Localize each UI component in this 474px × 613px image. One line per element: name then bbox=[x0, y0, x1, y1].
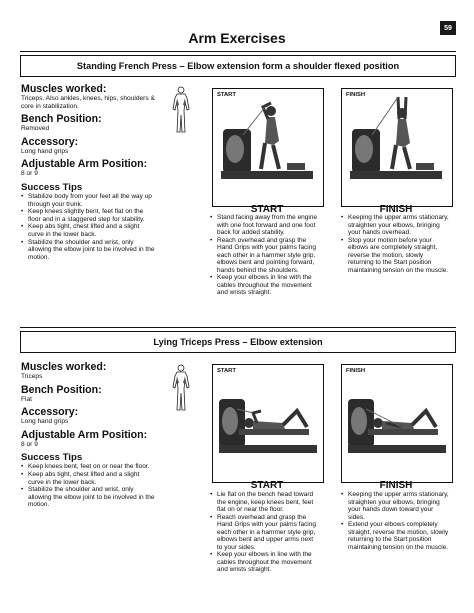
start-photo-tag: START bbox=[217, 92, 236, 98]
muscles-value: Triceps. Also ankles, knees, hips, shoulders & core in stabilization. bbox=[21, 95, 155, 110]
tip-item: • Stabilize body from your feet all the way up through your trunk. bbox=[21, 193, 155, 208]
muscle-diagram-icon bbox=[168, 86, 194, 134]
page-number-badge: 59 bbox=[440, 21, 456, 35]
machine-illustration-icon bbox=[213, 365, 323, 482]
start-heading: START bbox=[250, 480, 284, 491]
step-item: • Keep your elbows in line with the cables throughout the movement and wrists straight. bbox=[210, 274, 318, 297]
arm-position-value: 8 or 9 bbox=[21, 170, 38, 178]
machine-illustration-icon bbox=[342, 89, 452, 206]
finish-photo-tag: FINISH bbox=[346, 92, 366, 98]
success-tips-label: Success Tips bbox=[21, 452, 83, 464]
section-1-details bbox=[21, 84, 155, 261]
arm-position-label: Adjustable Arm Position: bbox=[21, 158, 148, 171]
arm-position-label: Adjustable Arm Position: bbox=[21, 428, 148, 441]
accessory-label: Accessory: bbox=[21, 406, 79, 419]
section-2-header: Lying Triceps Press – Elbow extension bbox=[20, 331, 456, 353]
tip-item: • Stabilize the shoulder and wrist, only allowing the elbow joint to be involved in the motion. bbox=[21, 486, 155, 509]
section-divider bbox=[20, 51, 456, 52]
step-item: • Stop your motion before your elbows are completely straight, reverse the motion, slowly returning to the Start position maintaining tension on the muscle. bbox=[341, 237, 449, 275]
finish-heading: FINISH bbox=[379, 480, 413, 491]
finish-photo-tag: FINISH bbox=[346, 368, 366, 374]
step-item: • Extend your elbows completely straight, reverse the motion, slowly returning to the Start position maintaining tension on the muscle. bbox=[341, 521, 449, 551]
arm-position-value: 8 or 9 bbox=[21, 440, 38, 448]
section-1-header: Standing French Press – Elbow extension form a shoulder flexed position bbox=[20, 55, 456, 77]
bench-label: Bench Position: bbox=[21, 113, 102, 126]
section-2-details bbox=[21, 362, 155, 509]
machine-illustration-icon bbox=[213, 89, 323, 206]
success-tips-list bbox=[21, 193, 155, 261]
start-heading: START bbox=[250, 204, 284, 215]
finish-steps-list bbox=[341, 491, 449, 551]
start-photo bbox=[212, 88, 324, 207]
tip-item: • Keep abs tight, chest lifted and a slight curve in the lower back. bbox=[21, 471, 155, 486]
tip-item: • Keep knees slightly bent, feet flat on the floor and in a staggered step for stability. bbox=[21, 208, 155, 223]
accessory-label: Accessory: bbox=[21, 135, 79, 148]
tip-item: • Keep abs tight, chest lifted and a slight curve in the lower back. bbox=[21, 223, 155, 238]
step-item: • Keep your elbows in line with the cables throughout the movement and wrists straight. bbox=[210, 551, 318, 574]
bench-value: Removed bbox=[21, 125, 50, 133]
start-photo-tag: START bbox=[217, 368, 236, 374]
tip-item: • Stabilize the shoulder and wrist, only allowing the elbow joint to be involved in the motion. bbox=[21, 239, 155, 262]
start-photo bbox=[212, 364, 324, 483]
muscles-label: Muscles worked: bbox=[21, 83, 107, 95]
step-item: • Stand facing away from the engine with one foot forward and one foot back for added stability. bbox=[210, 214, 318, 237]
muscle-diagram-icon bbox=[168, 364, 194, 412]
success-tips-label: Success Tips bbox=[21, 181, 83, 193]
page-title: Arm Exercises bbox=[188, 30, 286, 46]
accessory-value: Long hand grips bbox=[21, 418, 69, 426]
step-item: • Keeping the upper arms stationary, straighten your elbows, bringing your hands down toward your sides. bbox=[341, 491, 449, 521]
finish-photo bbox=[341, 88, 453, 207]
step-item: • Lie flat on the bench head toward the engine, keep knees bent, feet flat on or near the floor. bbox=[210, 491, 318, 514]
step-item: • Reach overhead and grasp the Hand Grips with your palms facing each other in a hammer style grip, elbows bent and pointing forward, hands behind the shoulders. bbox=[210, 237, 318, 275]
muscles-label: Muscles worked: bbox=[21, 361, 107, 373]
accessory-value: Long hand grips bbox=[21, 147, 69, 155]
start-steps-list bbox=[210, 214, 318, 297]
finish-photo bbox=[341, 364, 453, 483]
finish-heading: FINISH bbox=[379, 204, 413, 215]
bench-value: Flat bbox=[21, 395, 32, 403]
finish-steps-list bbox=[341, 214, 449, 274]
muscles-value: Triceps bbox=[21, 373, 43, 380]
machine-illustration-icon bbox=[342, 365, 452, 482]
section-divider bbox=[20, 327, 456, 328]
bench-label: Bench Position: bbox=[21, 383, 102, 396]
success-tips-list bbox=[21, 463, 155, 509]
step-item: • Keeping the upper arms stationary, straighten your elbows, bringing your hands overhead. bbox=[341, 214, 449, 237]
start-steps-list bbox=[210, 491, 318, 574]
tip-item: • Keep knees bent, feet on or near the floor. bbox=[21, 463, 155, 471]
step-item: • Reach overhead and grasp the Hand Grips with your palms facing each other in a hammer style grip, elbows bent and upper arms next to your sides. bbox=[210, 514, 318, 552]
